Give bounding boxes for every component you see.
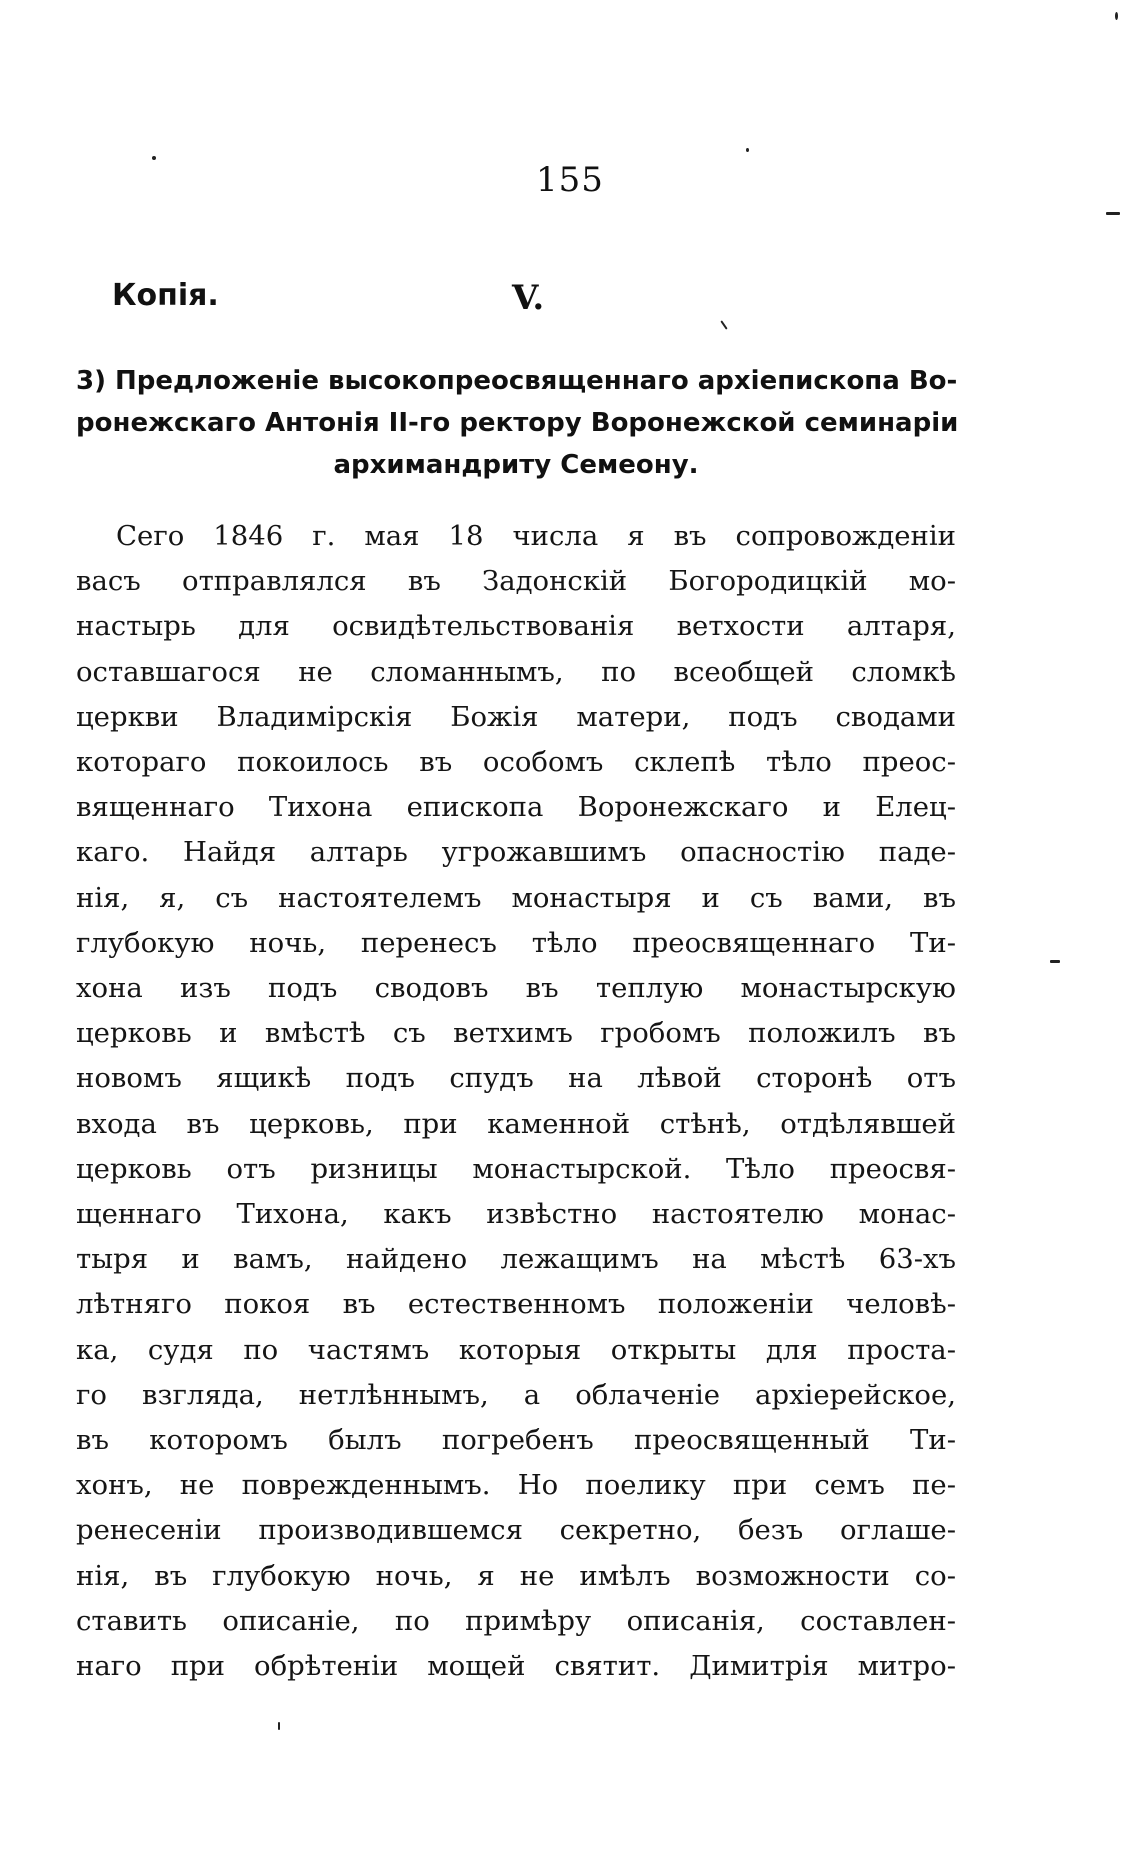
- body-line: въ которомъ былъ погребенъ преосвященный Ти-: [76, 1424, 956, 1457]
- document-title: [76, 360, 959, 486]
- scan-speck: [1050, 960, 1060, 963]
- body-line: лѣтняго покоя въ естественномъ положеніи человѣ-: [76, 1288, 956, 1321]
- body-line: ренесеніи производившемся секретно, безъ оглаше-: [76, 1514, 956, 1547]
- body-line: наго при обрѣтеніи мощей святит. Димитрія митро-: [76, 1650, 956, 1683]
- body-line: нія, я, съ настоятелемъ монастыря и съ вами, въ: [76, 881, 956, 914]
- body-line: котораго покоилось въ особомъ склепѣ тѣло преос-: [76, 746, 956, 779]
- body-line: Сего 1846 г. мая 18 числа я въ сопровожденіи: [116, 520, 956, 552]
- body-line: хона изъ подъ сводовъ въ теплую монастырскую: [76, 972, 956, 1005]
- body-line: церковь отъ ризницы монастырской. Тѣло преосвя-: [76, 1152, 956, 1185]
- title-line: ронежскаго Антонія II-го ректору Воронежской семинаріи: [76, 408, 959, 438]
- body-line: церковь и вмѣстѣ съ ветхимъ гробомъ положилъ въ: [76, 1017, 956, 1050]
- scan-speck: [746, 148, 749, 152]
- body-line: вященнаго Тихона епископа Воронежскаго и Елец-: [76, 791, 956, 824]
- body-line: нія, въ глубокую ночь, я не имѣлъ возможности со-: [76, 1559, 956, 1592]
- page-number: 155: [536, 160, 604, 200]
- scan-speck: [278, 1722, 280, 1730]
- body-line: оставшагося не сломаннымъ, по всеобщей сломкѣ: [76, 655, 956, 688]
- body-line: ставить описаніе, по примѣру описанія, составлен-: [76, 1604, 956, 1637]
- scan-speck: [1115, 12, 1118, 20]
- title-line: 3) Предложеніе высокопреосвященнаго архіепископа Во-: [76, 366, 958, 396]
- body-line: хонъ, не поврежденнымъ. Но поелику при семъ пе-: [76, 1469, 956, 1502]
- body-line: васъ отправлялся въ Задонскій Богородицкій мо-: [76, 565, 956, 598]
- scan-speck: [152, 156, 156, 160]
- body-line: входа въ церковь, при каменной стѣнѣ, отдѣлявшей: [76, 1107, 956, 1140]
- body-line: щеннаго Тихона, какъ извѣстно настоятелю монас-: [76, 1198, 956, 1231]
- body-line: ка, судя по частямъ которыя открыты для проста-: [76, 1333, 956, 1366]
- body-text: [76, 514, 956, 1689]
- page-header: [112, 278, 972, 328]
- scan-speck: [1106, 212, 1120, 215]
- title-line: архимандриту Семеону.: [333, 450, 699, 480]
- body-line: каго. Найдя алтарь угрожавшимъ опасностію паде-: [76, 836, 956, 869]
- body-line: го взгляда, нетлѣннымъ, а облаченіе архіерейское,: [76, 1378, 956, 1411]
- section-numeral: V.: [512, 278, 545, 318]
- body-line: настырь для освидѣтельствованія ветхости алтаря,: [76, 610, 956, 643]
- body-line: глубокую ночь, перенесъ тѣло преосвященнаго Ти-: [76, 926, 956, 959]
- copy-label: Копія.: [112, 278, 219, 313]
- body-line: церкви Владимірскія Божія матери, подъ сводами: [76, 700, 956, 733]
- body-line: тыря и вамъ, найдено лежащимъ на мѣстѣ 63-хъ: [76, 1243, 956, 1276]
- body-line: новомъ ящикѣ подъ спудъ на лѣвой сторонѣ отъ: [76, 1062, 956, 1095]
